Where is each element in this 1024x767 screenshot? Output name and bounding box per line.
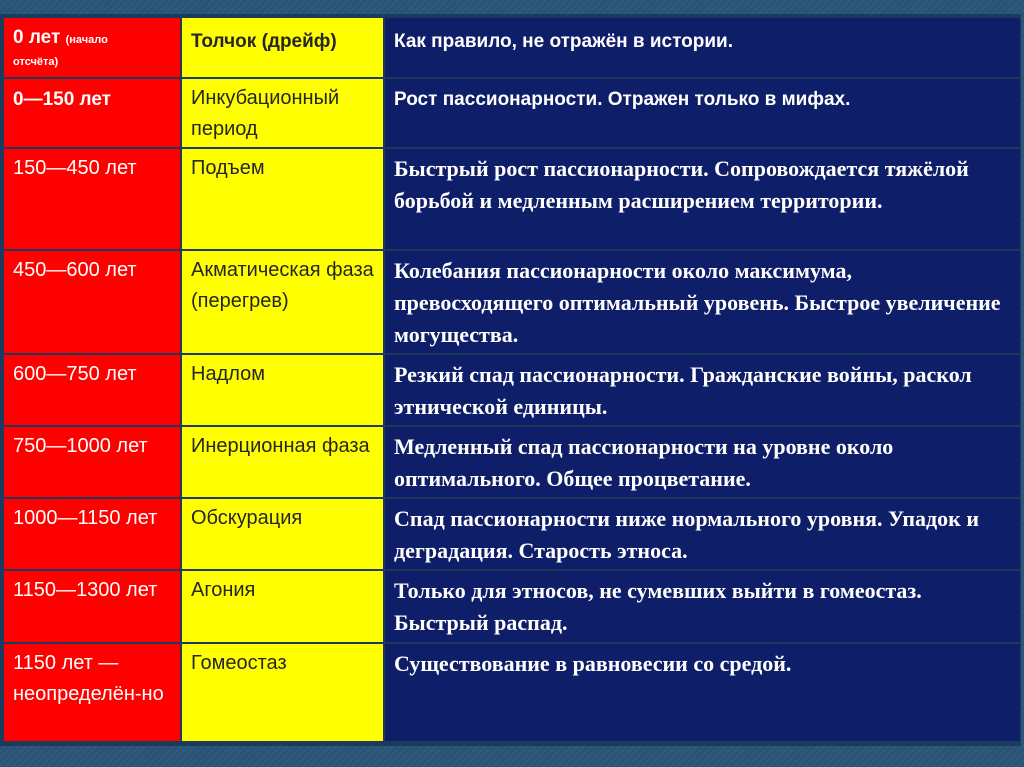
phase-cell — [182, 499, 383, 569]
description-cell — [385, 18, 1020, 77]
description-text: Резкий спад пассионарности. Гражданские войны, раскол этнической единицы. — [394, 362, 972, 419]
description-text: Колебания пассионарности около максимума, превосходящего оптимальный уровень. Быстрое увеличение могущества. — [394, 258, 1001, 347]
phase-label: Обскурация — [191, 507, 303, 529]
period-cell — [4, 571, 180, 642]
phase-cell — [182, 571, 383, 642]
period-label: 750—1000 лет — [13, 435, 148, 457]
description-text: Спад пассионарности ниже нормального уровня. Упадок и деградация. Старость этноса. — [394, 506, 980, 563]
phase-cell — [182, 427, 383, 497]
period-label: 1000—1150 лет — [13, 507, 158, 529]
period-note: отсчёта) — [13, 56, 59, 68]
phase-label: Акматическая фаза (перегрев) — [191, 259, 374, 312]
description-cell — [385, 499, 1020, 569]
table-row — [4, 644, 1020, 741]
table-row — [4, 571, 1020, 642]
description-text: Существование в равновесии со средой. — [394, 651, 792, 676]
period-cell — [4, 149, 180, 249]
phase-cell — [182, 149, 383, 249]
table-row — [4, 355, 1020, 425]
period-label: 150—450 лет — [13, 157, 137, 179]
period-label: 1150—1300 лет — [13, 579, 158, 601]
period-note: (начало — [65, 34, 108, 46]
table-row — [4, 149, 1020, 249]
description-cell — [385, 427, 1020, 497]
period-label: 1150 лет — неопределён-но — [13, 652, 164, 705]
period-label: 600—750 лет — [13, 363, 137, 385]
ethnogenesis-phases-table — [2, 16, 1022, 743]
table-row — [4, 251, 1020, 353]
description-cell — [385, 355, 1020, 425]
phase-cell — [182, 355, 383, 425]
phase-label: Гомеостаз — [191, 652, 287, 674]
description-cell — [385, 79, 1020, 147]
table-row — [4, 499, 1020, 569]
period-label: 450—600 лет — [13, 259, 137, 281]
description-cell — [385, 571, 1020, 642]
period-cell — [4, 355, 180, 425]
phase-cell — [182, 251, 383, 353]
phase-cell — [182, 644, 383, 741]
period-cell — [4, 18, 180, 77]
period-label: 0—150 лет — [13, 89, 111, 110]
phase-cell — [182, 18, 383, 77]
period-cell — [4, 79, 180, 147]
description-cell — [385, 251, 1020, 353]
description-text: Рост пассионарности. Отражен только в мифах. — [394, 89, 851, 110]
phase-label: Толчок (дрейф) — [191, 31, 337, 52]
phase-label: Агония — [191, 579, 256, 601]
period-cell — [4, 644, 180, 741]
period-cell — [4, 251, 180, 353]
phase-label: Надлом — [191, 363, 266, 385]
table-row — [4, 18, 1020, 77]
phase-label: Подъем — [191, 157, 265, 179]
period-cell — [4, 499, 180, 569]
period-label: 0 лет — [13, 27, 61, 48]
description-text: Медленный спад пассионарности на уровне около оптимального. Общее процветание. — [394, 434, 894, 491]
table-row — [4, 79, 1020, 147]
description-text: Быстрый рост пассионарности. Сопровождается тяжёлой борьбой и медленным расширением территории. — [394, 156, 969, 213]
phase-label: Инерционная фаза — [191, 435, 370, 457]
phase-cell — [182, 79, 383, 147]
description-cell — [385, 644, 1020, 741]
description-cell — [385, 149, 1020, 249]
description-text: Как правило, не отражён в истории. — [394, 31, 734, 52]
period-cell — [4, 427, 180, 497]
description-text: Только для этносов, не сумевших выйти в гомеостаз. Быстрый распад. — [394, 578, 922, 635]
phase-label: Инкубационный период — [191, 87, 340, 140]
table-row — [4, 427, 1020, 497]
